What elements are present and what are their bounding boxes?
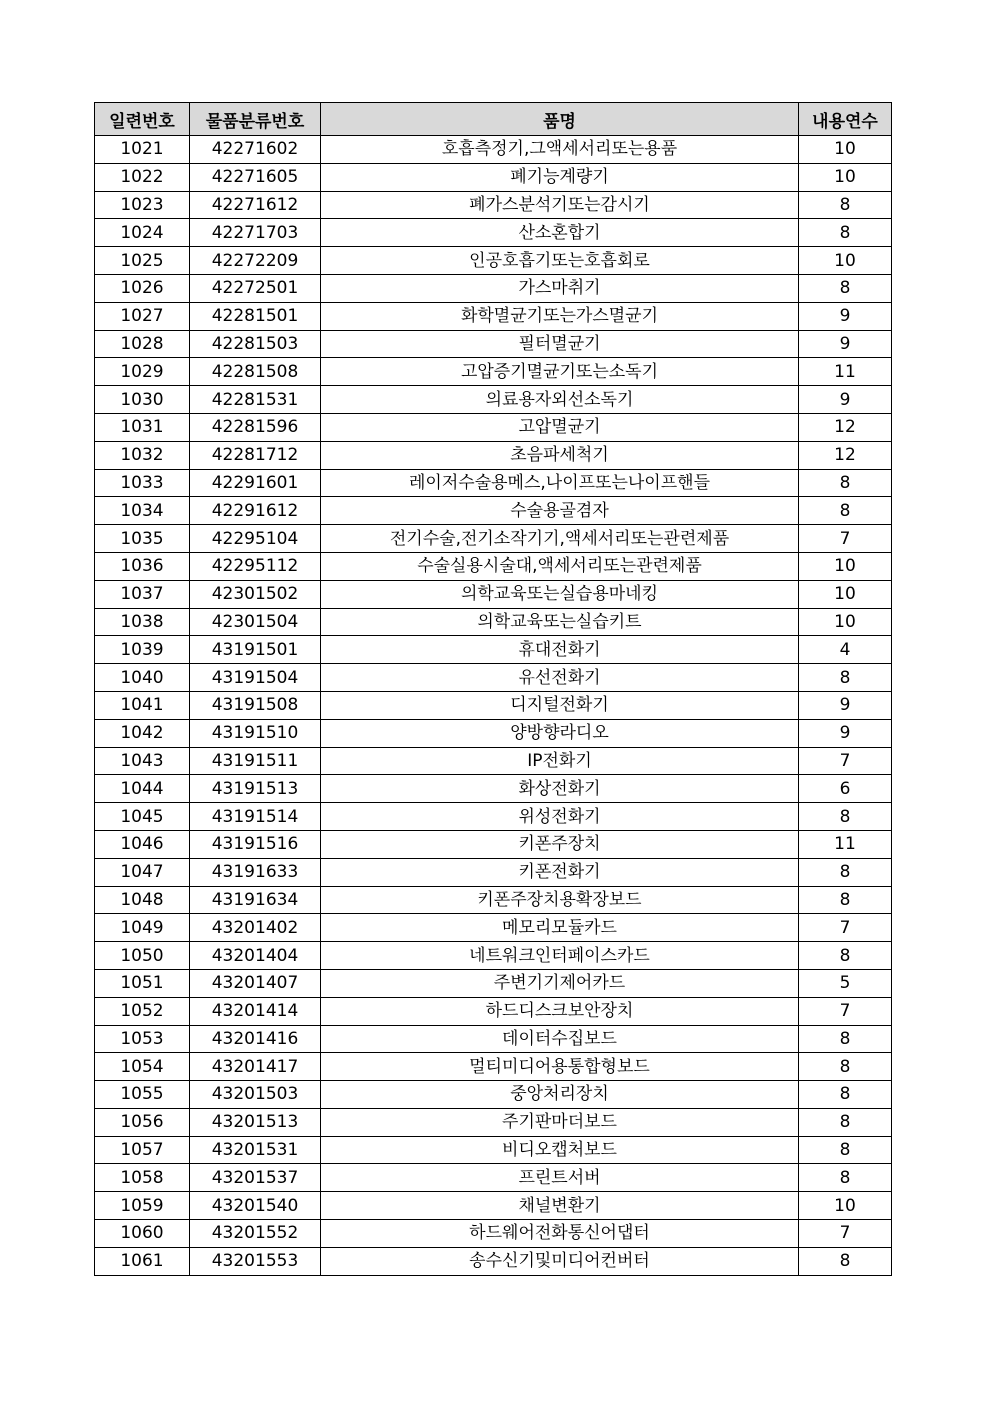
table-row (95, 1136, 892, 1164)
cell-name: 화상전화기 (321, 775, 799, 803)
table-row (95, 914, 892, 942)
cell-years: 11 (799, 830, 892, 858)
cell-name: 주변기기제어카드 (321, 969, 799, 997)
header-name: 품명 (321, 103, 799, 136)
table-row (95, 747, 892, 775)
cell-name: 화학멸균기또는가스멸균기 (321, 302, 799, 330)
cell-years: 7 (799, 1220, 892, 1248)
table-body (95, 136, 892, 1276)
table-row (95, 1164, 892, 1192)
cell-code: 43191634 (190, 886, 321, 914)
cell-code: 42271703 (190, 219, 321, 247)
cell-years: 7 (799, 997, 892, 1025)
cell-code: 42291601 (190, 469, 321, 497)
cell-serial: 1041 (95, 691, 190, 719)
cell-code: 42295104 (190, 525, 321, 553)
cell-years: 9 (799, 302, 892, 330)
cell-serial: 1056 (95, 1108, 190, 1136)
header-serial: 일련번호 (95, 103, 190, 136)
table-row (95, 247, 892, 275)
cell-name: 채널변환기 (321, 1192, 799, 1220)
cell-years: 10 (799, 1192, 892, 1220)
cell-code: 43201552 (190, 1220, 321, 1248)
table-row (95, 497, 892, 525)
cell-serial: 1051 (95, 969, 190, 997)
table-row (95, 1053, 892, 1081)
cell-code: 42291612 (190, 497, 321, 525)
table-row (95, 1192, 892, 1220)
cell-years: 4 (799, 636, 892, 664)
cell-years: 9 (799, 691, 892, 719)
cell-name: 의학교육또는실습키트 (321, 608, 799, 636)
cell-serial: 1039 (95, 636, 190, 664)
cell-name: 키폰전화기 (321, 858, 799, 886)
cell-serial: 1060 (95, 1220, 190, 1248)
cell-serial: 1024 (95, 219, 190, 247)
cell-years: 8 (799, 858, 892, 886)
table-row (95, 858, 892, 886)
cell-code: 43201407 (190, 969, 321, 997)
cell-code: 43201513 (190, 1108, 321, 1136)
cell-name: 수술용골겸자 (321, 497, 799, 525)
cell-years: 8 (799, 1081, 892, 1109)
cell-code: 42281531 (190, 386, 321, 414)
table-row (95, 469, 892, 497)
cell-serial: 1047 (95, 858, 190, 886)
cell-years: 9 (799, 386, 892, 414)
cell-years: 11 (799, 358, 892, 386)
cell-years: 7 (799, 525, 892, 553)
cell-years: 8 (799, 1136, 892, 1164)
cell-serial: 1035 (95, 525, 190, 553)
cell-years: 8 (799, 1164, 892, 1192)
table-row (95, 330, 892, 358)
cell-name: 디지털전화기 (321, 691, 799, 719)
header-code: 물품분류번호 (190, 103, 321, 136)
cell-code: 42281501 (190, 302, 321, 330)
cell-name: 의료용자외선소독기 (321, 386, 799, 414)
table-row (95, 803, 892, 831)
table-row (95, 1220, 892, 1248)
cell-serial: 1034 (95, 497, 190, 525)
cell-serial: 1055 (95, 1081, 190, 1109)
cell-code: 43201417 (190, 1053, 321, 1081)
cell-years: 10 (799, 580, 892, 608)
cell-serial: 1022 (95, 163, 190, 191)
cell-code: 42301504 (190, 608, 321, 636)
cell-serial: 1042 (95, 719, 190, 747)
cell-code: 43191501 (190, 636, 321, 664)
cell-serial: 1053 (95, 1025, 190, 1053)
cell-serial: 1029 (95, 358, 190, 386)
cell-name: 주기판마더보드 (321, 1108, 799, 1136)
cell-name: 호흡측정기,그액세서리또는용품 (321, 136, 799, 164)
table-row (95, 830, 892, 858)
cell-serial: 1058 (95, 1164, 190, 1192)
cell-name: 전기수술,전기소작기기,액세서리또는관련제품 (321, 525, 799, 553)
cell-code: 43191514 (190, 803, 321, 831)
cell-serial: 1027 (95, 302, 190, 330)
cell-serial: 1038 (95, 608, 190, 636)
cell-years: 8 (799, 1053, 892, 1081)
cell-code: 43191513 (190, 775, 321, 803)
table-row (95, 691, 892, 719)
cell-serial: 1050 (95, 942, 190, 970)
cell-name: 송수신기및미디어컨버터 (321, 1247, 799, 1275)
cell-code: 43201402 (190, 914, 321, 942)
cell-years: 8 (799, 664, 892, 692)
cell-name: 필터멸균기 (321, 330, 799, 358)
cell-name: 하드웨어전화통신어댑터 (321, 1220, 799, 1248)
cell-name: 위성전화기 (321, 803, 799, 831)
cell-years: 8 (799, 1247, 892, 1275)
cell-name: 메모리모듈카드 (321, 914, 799, 942)
header-row (95, 103, 892, 136)
cell-code: 42281508 (190, 358, 321, 386)
table-row (95, 886, 892, 914)
cell-name: 고압증기멸균기또는소독기 (321, 358, 799, 386)
cell-code: 43191516 (190, 830, 321, 858)
cell-years: 8 (799, 191, 892, 219)
table-row (95, 997, 892, 1025)
cell-code: 43201531 (190, 1136, 321, 1164)
cell-years: 7 (799, 914, 892, 942)
cell-serial: 1059 (95, 1192, 190, 1220)
cell-code: 43191504 (190, 664, 321, 692)
cell-years: 9 (799, 719, 892, 747)
cell-years: 7 (799, 747, 892, 775)
cell-years: 10 (799, 136, 892, 164)
cell-serial: 1036 (95, 552, 190, 580)
cell-code: 42281503 (190, 330, 321, 358)
table-row (95, 775, 892, 803)
cell-code: 42271602 (190, 136, 321, 164)
cell-code: 43201537 (190, 1164, 321, 1192)
table-row (95, 136, 892, 164)
cell-years: 6 (799, 775, 892, 803)
table-row (95, 1247, 892, 1275)
cell-name: 의학교육또는실습용마네킹 (321, 580, 799, 608)
cell-name: IP전화기 (321, 747, 799, 775)
cell-serial: 1045 (95, 803, 190, 831)
cell-serial: 1025 (95, 247, 190, 275)
cell-serial: 1046 (95, 830, 190, 858)
cell-years: 8 (799, 1108, 892, 1136)
table-row (95, 1025, 892, 1053)
cell-code: 43191508 (190, 691, 321, 719)
cell-code: 42281712 (190, 441, 321, 469)
cell-years: 8 (799, 497, 892, 525)
cell-code: 43191633 (190, 858, 321, 886)
cell-name: 고압멸균기 (321, 413, 799, 441)
cell-name: 비디오캡처보드 (321, 1136, 799, 1164)
cell-name: 인공호흡기또는호흡회로 (321, 247, 799, 275)
cell-code: 42272501 (190, 274, 321, 302)
cell-name: 레이저수술용메스,나이프또는나이프핸들 (321, 469, 799, 497)
cell-serial: 1030 (95, 386, 190, 414)
cell-years: 8 (799, 942, 892, 970)
cell-name: 중앙처리장치 (321, 1081, 799, 1109)
cell-years: 10 (799, 247, 892, 275)
cell-serial: 1026 (95, 274, 190, 302)
table-row (95, 969, 892, 997)
cell-years: 8 (799, 803, 892, 831)
cell-code: 42295112 (190, 552, 321, 580)
cell-serial: 1054 (95, 1053, 190, 1081)
cell-code: 43201404 (190, 942, 321, 970)
header-years: 내용연수 (799, 103, 892, 136)
cell-name: 초음파세척기 (321, 441, 799, 469)
cell-name: 가스마취기 (321, 274, 799, 302)
cell-name: 키폰주장치 (321, 830, 799, 858)
cell-years: 10 (799, 163, 892, 191)
cell-code: 43201414 (190, 997, 321, 1025)
cell-name: 유선전화기 (321, 664, 799, 692)
cell-code: 42301502 (190, 580, 321, 608)
cell-code: 43201540 (190, 1192, 321, 1220)
cell-serial: 1021 (95, 136, 190, 164)
cell-code: 43201503 (190, 1081, 321, 1109)
cell-name: 멀티미디어용통합형보드 (321, 1053, 799, 1081)
table-row (95, 552, 892, 580)
table-row (95, 580, 892, 608)
cell-code: 42271605 (190, 163, 321, 191)
cell-years: 8 (799, 1025, 892, 1053)
table-row (95, 525, 892, 553)
cell-name: 산소혼합기 (321, 219, 799, 247)
table-row (95, 1108, 892, 1136)
cell-serial: 1028 (95, 330, 190, 358)
cell-serial: 1040 (95, 664, 190, 692)
cell-code: 43201553 (190, 1247, 321, 1275)
table-row (95, 358, 892, 386)
table-row (95, 413, 892, 441)
cell-code: 43191510 (190, 719, 321, 747)
cell-serial: 1033 (95, 469, 190, 497)
cell-years: 8 (799, 219, 892, 247)
cell-years: 8 (799, 886, 892, 914)
cell-years: 8 (799, 469, 892, 497)
cell-serial: 1032 (95, 441, 190, 469)
useful-life-table (94, 102, 892, 1276)
cell-name: 수술실용시술대,액세서리또는관련제품 (321, 552, 799, 580)
cell-serial: 1023 (95, 191, 190, 219)
cell-years: 5 (799, 969, 892, 997)
table-row (95, 719, 892, 747)
cell-years: 12 (799, 441, 892, 469)
cell-code: 43191511 (190, 747, 321, 775)
table-row (95, 664, 892, 692)
cell-years: 12 (799, 413, 892, 441)
cell-name: 네트워크인터페이스카드 (321, 942, 799, 970)
cell-serial: 1031 (95, 413, 190, 441)
cell-name: 키폰주장치용확장보드 (321, 886, 799, 914)
cell-years: 10 (799, 608, 892, 636)
cell-serial: 1052 (95, 997, 190, 1025)
cell-name: 데이터수집보드 (321, 1025, 799, 1053)
cell-name: 폐가스분석기또는감시기 (321, 191, 799, 219)
table-row (95, 636, 892, 664)
table-row (95, 163, 892, 191)
cell-name: 프린트서버 (321, 1164, 799, 1192)
table-row (95, 608, 892, 636)
table-row (95, 191, 892, 219)
cell-serial: 1049 (95, 914, 190, 942)
table-row (95, 302, 892, 330)
table-row (95, 274, 892, 302)
cell-serial: 1048 (95, 886, 190, 914)
cell-serial: 1043 (95, 747, 190, 775)
cell-code: 42281596 (190, 413, 321, 441)
cell-code: 42271612 (190, 191, 321, 219)
table-row (95, 386, 892, 414)
cell-name: 양방향라디오 (321, 719, 799, 747)
cell-name: 하드디스크보안장치 (321, 997, 799, 1025)
cell-years: 10 (799, 552, 892, 580)
cell-serial: 1057 (95, 1136, 190, 1164)
table-row (95, 1081, 892, 1109)
table-row (95, 942, 892, 970)
cell-years: 8 (799, 274, 892, 302)
cell-name: 휴대전화기 (321, 636, 799, 664)
cell-code: 42272209 (190, 247, 321, 275)
cell-years: 9 (799, 330, 892, 358)
cell-name: 폐기능계량기 (321, 163, 799, 191)
cell-code: 43201416 (190, 1025, 321, 1053)
cell-serial: 1037 (95, 580, 190, 608)
table-row (95, 219, 892, 247)
table-row (95, 441, 892, 469)
cell-serial: 1044 (95, 775, 190, 803)
cell-serial: 1061 (95, 1247, 190, 1275)
